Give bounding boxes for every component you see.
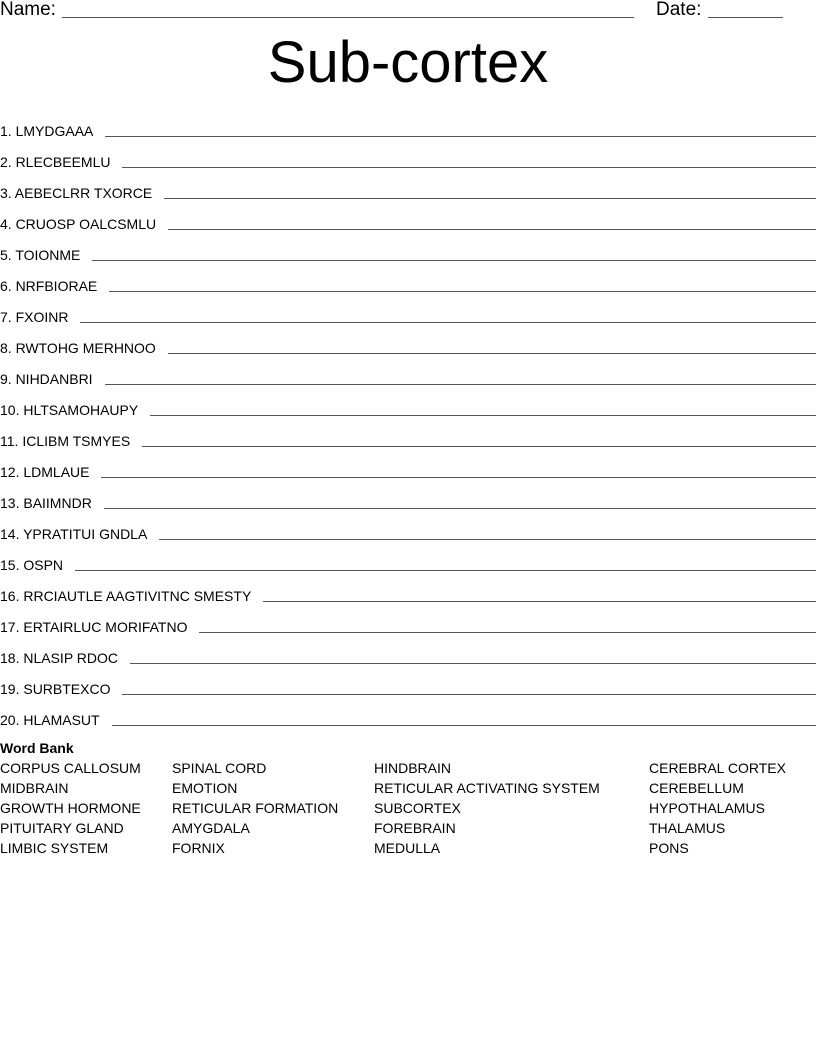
date-field[interactable] (708, 17, 783, 18)
question-row (0, 298, 816, 329)
question-row (0, 205, 816, 236)
word-bank-item: HINDBRAIN (374, 760, 452, 776)
word-bank-item: THALAMUS (649, 820, 726, 836)
question-row (0, 143, 816, 174)
question-row (0, 701, 816, 732)
scrambled-word: 3. AEBECLRR TXORCE (0, 185, 153, 201)
scrambled-word: 6. NRFBIORAE (0, 278, 98, 294)
question-row (0, 329, 816, 360)
scrambled-word: 20. HLAMASUT (0, 712, 100, 728)
scrambled-word: 12. LDMLAUE (0, 464, 90, 480)
scrambled-word: 13. BAIIMNDR (0, 495, 92, 511)
word-bank-item: CEREBRAL CORTEX (649, 760, 786, 776)
answer-line[interactable] (150, 414, 816, 416)
scrambled-word: 8. RWTOHG MERHNOO (0, 340, 156, 356)
answer-line[interactable] (109, 290, 816, 292)
answer-line[interactable] (159, 538, 816, 540)
question-row (0, 391, 816, 422)
question-row (0, 577, 816, 608)
question-row (0, 112, 816, 143)
scrambled-word: 10. HLTSAMOHAUPY (0, 402, 139, 418)
question-row (0, 267, 816, 298)
word-bank-heading: Word Bank (0, 740, 74, 756)
word-bank-item: SUBCORTEX (374, 800, 461, 816)
answer-line[interactable] (104, 507, 816, 509)
word-bank-column (172, 760, 338, 860)
question-row (0, 484, 816, 515)
scrambled-word: 1. LMYDGAAA (0, 123, 94, 139)
word-bank-item: RETICULAR FORMATION (172, 800, 339, 816)
scrambled-word: 4. CRUOSP OALCSMLU (0, 216, 157, 232)
question-row (0, 670, 816, 701)
question-row (0, 639, 816, 670)
answer-line[interactable] (80, 321, 816, 323)
word-bank-item: CORPUS CALLOSUM (0, 760, 141, 776)
word-bank-item: FORNIX (172, 840, 225, 856)
answer-line[interactable] (168, 352, 816, 354)
word-bank-column (649, 760, 786, 860)
answer-line[interactable] (130, 662, 816, 664)
word-bank-item: SPINAL CORD (172, 760, 267, 776)
scrambled-word: 2. RLECBEEMLU (0, 154, 111, 170)
scrambled-word: 16. RRCIAUTLE AAGTIVITNC SMESTY (0, 588, 252, 604)
scrambled-word: 17. ERTAIRLUC MORIFATNO (0, 619, 188, 635)
question-row (0, 515, 816, 546)
question-row (0, 174, 816, 205)
word-bank-item: PONS (649, 840, 689, 856)
word-bank-item: CEREBELLUM (649, 780, 744, 796)
word-bank-item: GROWTH HORMONE (0, 800, 141, 816)
question-row (0, 608, 816, 639)
question-list (0, 112, 816, 732)
answer-line[interactable] (75, 569, 816, 571)
word-bank-item: MIDBRAIN (0, 780, 69, 796)
word-bank-column (374, 760, 600, 860)
answer-line[interactable] (101, 476, 816, 478)
question-row (0, 422, 816, 453)
header (0, 0, 816, 24)
page-title: Sub-cortex (267, 30, 549, 95)
answer-line[interactable] (92, 259, 816, 261)
scrambled-word: 15. OSPN (0, 557, 64, 573)
scrambled-word: 11. ICLIBM TSMYES (0, 433, 131, 449)
answer-line[interactable] (122, 693, 816, 695)
name-label: Name: (0, 0, 56, 20)
name-field[interactable] (62, 17, 634, 18)
question-row (0, 236, 816, 267)
word-bank-item: AMYGDALA (172, 820, 250, 836)
answer-line[interactable] (164, 197, 816, 199)
scrambled-word: 19. SURBTEXCO (0, 681, 111, 697)
question-row (0, 360, 816, 391)
answer-line[interactable] (122, 166, 816, 168)
word-bank-item: RETICULAR ACTIVATING SYSTEM (374, 780, 600, 796)
scrambled-word: 5. TOIONME (0, 247, 81, 263)
date-label: Date: (656, 0, 702, 20)
answer-line[interactable] (105, 135, 816, 137)
word-bank-item: EMOTION (172, 780, 238, 796)
word-bank-column (0, 760, 141, 860)
scrambled-word: 7. FXOINR (0, 309, 69, 325)
answer-line[interactable] (142, 445, 816, 447)
answer-line[interactable] (199, 631, 816, 633)
question-row (0, 546, 816, 577)
word-bank-item: PITUITARY GLAND (0, 820, 124, 836)
answer-line[interactable] (105, 383, 816, 385)
word-bank-item: HYPOTHALAMUS (649, 800, 765, 816)
answer-line[interactable] (112, 724, 816, 726)
scrambled-word: 18. NLASIP RDOC (0, 650, 119, 666)
scrambled-word: 14. YPRATITUI GNDLA (0, 526, 148, 542)
question-row (0, 453, 816, 484)
word-bank-item: FOREBRAIN (374, 820, 456, 836)
word-bank-item: MEDULLA (374, 840, 441, 856)
scrambled-word: 9. NIHDANBRI (0, 371, 93, 387)
answer-line[interactable] (263, 600, 816, 602)
answer-line[interactable] (168, 228, 816, 230)
word-bank-item: LIMBIC SYSTEM (0, 840, 109, 856)
